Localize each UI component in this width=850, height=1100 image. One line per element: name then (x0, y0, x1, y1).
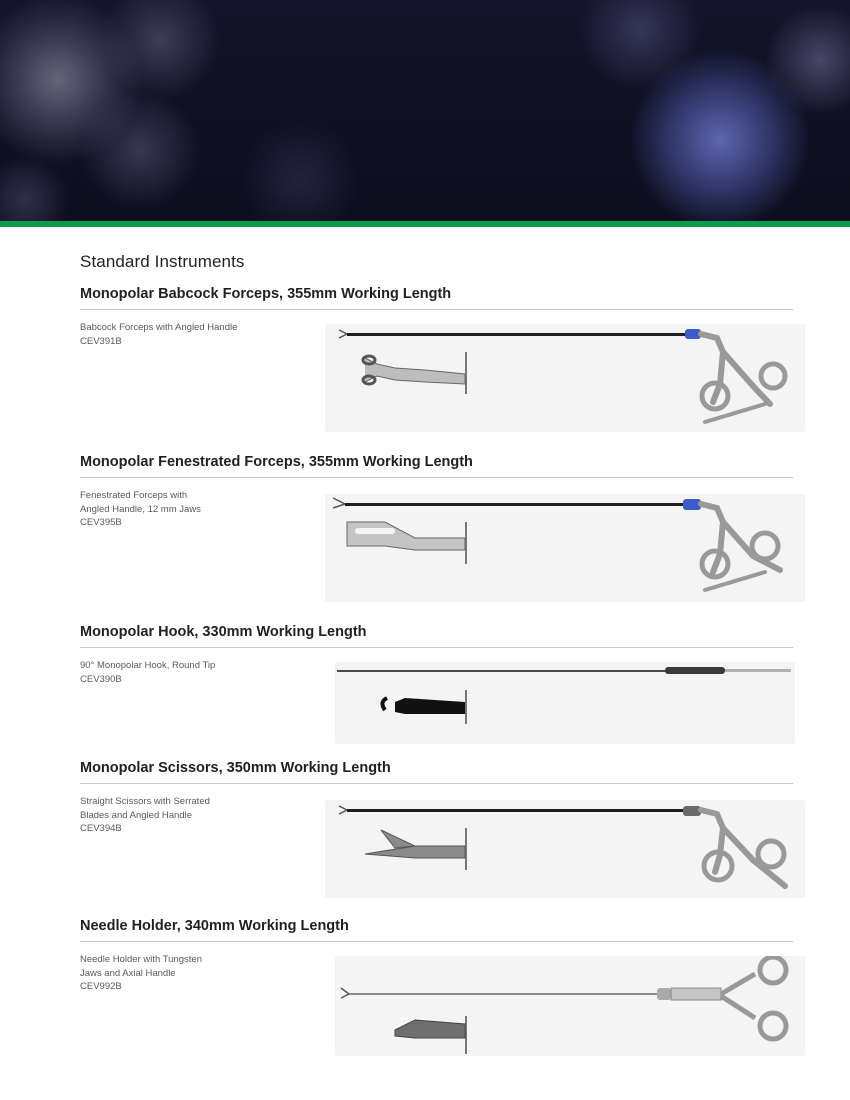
divider (80, 477, 793, 478)
header-image (0, 0, 850, 221)
product-description: Fenestrated Forceps with Angled Handle, 12 mm Jaws CEV395B (80, 490, 201, 528)
product-babcock-forceps (80, 284, 793, 347)
product-monopolar-scissors (80, 758, 793, 834)
product-needle-holder (80, 916, 793, 992)
instrument-image-monopolar-scissors (325, 800, 805, 898)
instrument-image-needle-holder (335, 956, 805, 1056)
product-description: Babcock Forceps with Angled Handle CEV391B (80, 322, 238, 347)
section-title: Standard Instruments (80, 252, 245, 271)
instrument-image-babcock-forceps (325, 324, 805, 432)
product-title: Monopolar Hook, 330mm Working Length (80, 624, 367, 640)
instrument-image-monopolar-hook (335, 662, 795, 744)
header-accent-bar (0, 221, 850, 227)
product-fenestrated-forceps (80, 452, 793, 528)
divider (80, 309, 793, 310)
divider (80, 783, 793, 784)
divider (80, 941, 793, 942)
divider (80, 647, 793, 648)
product-title: Monopolar Babcock Forceps, 355mm Working Length (80, 286, 452, 302)
product-title: Needle Holder, 340mm Working Length (80, 918, 349, 934)
product-title: Monopolar Scissors, 350mm Working Length (80, 760, 391, 776)
product-description: 90° Monopolar Hook, Round Tip CEV390B (80, 660, 216, 685)
product-monopolar-hook (80, 622, 793, 685)
product-description: Needle Holder with Tungsten Jaws and Axial Handle CEV992B (80, 954, 202, 992)
product-title: Monopolar Fenestrated Forceps, 355mm Working Length (80, 454, 473, 470)
instrument-image-fenestrated-forceps (325, 494, 805, 602)
product-description: Straight Scissors with Serrated Blades and Angled Handle CEV394B (80, 796, 210, 834)
